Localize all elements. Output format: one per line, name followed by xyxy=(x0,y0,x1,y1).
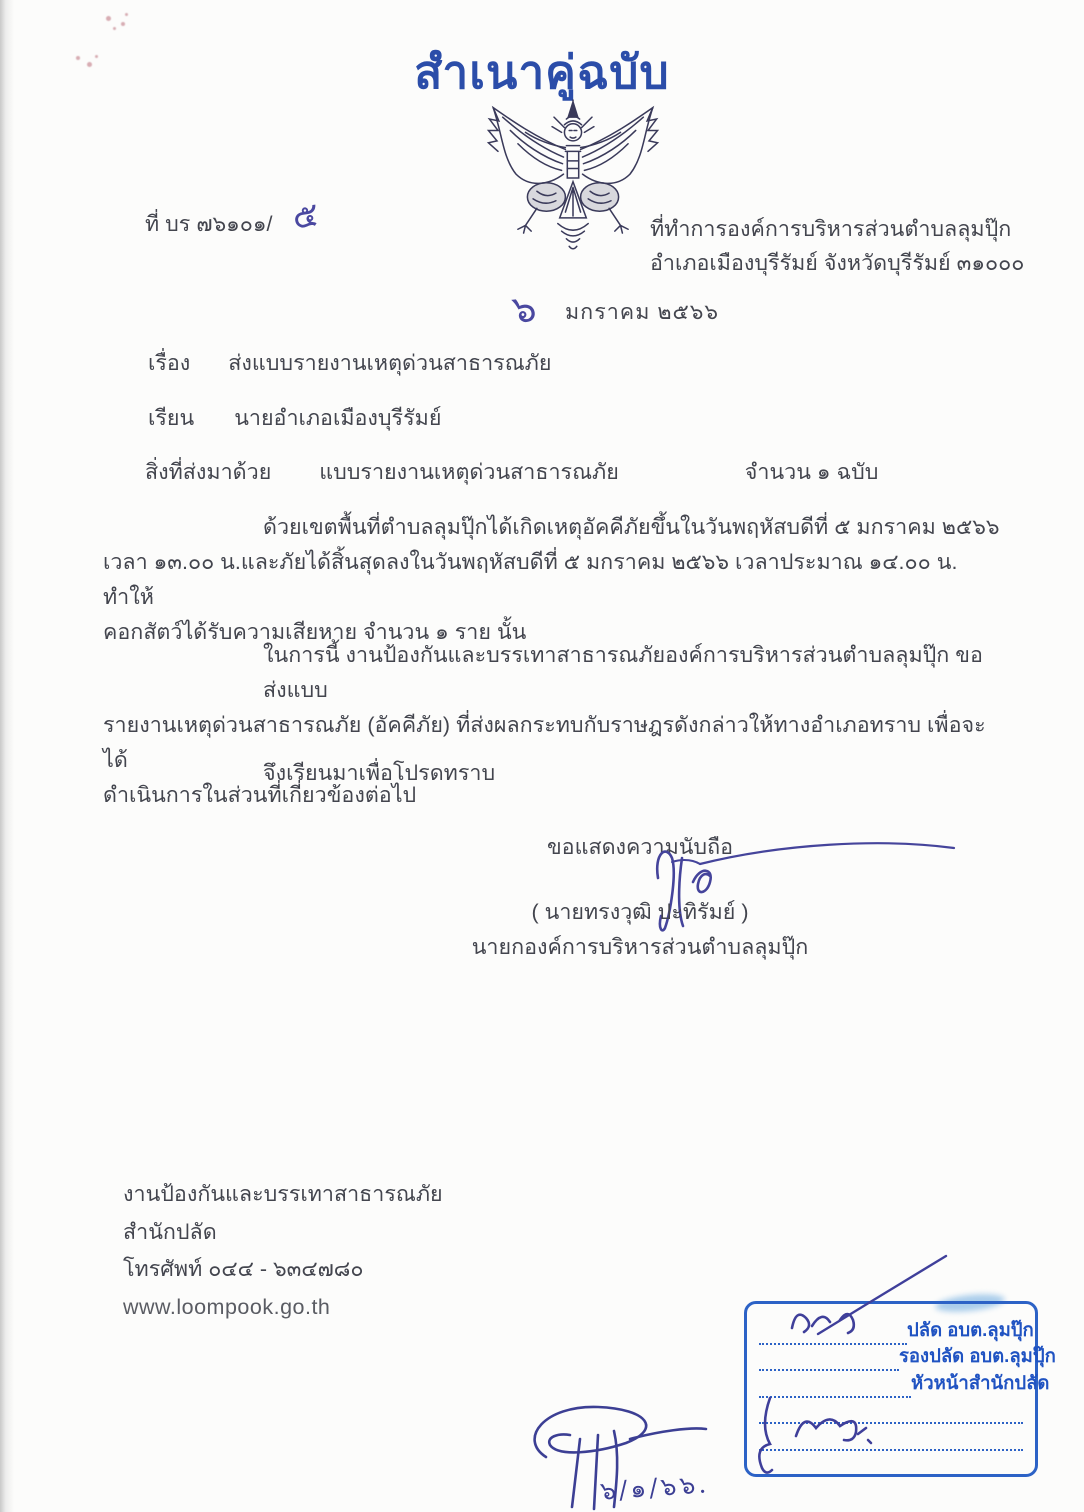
stamp-dotted-line xyxy=(759,1433,1023,1451)
date-day-handwritten: ๖ xyxy=(509,285,539,333)
footer-contact-block xyxy=(123,1176,443,1326)
stamp-row xyxy=(759,1451,1023,1478)
attachment-label: สิ่งที่ส่งมาด้วย xyxy=(145,460,272,484)
footer-office: สำนักปลัด xyxy=(123,1219,217,1244)
paragraph-line: คอกสัตว์ได้รับความเสียหาย จำนวน ๑ ราย นั้น xyxy=(103,620,527,644)
bottom-handwritten-date: ๖/๑/๖๖. xyxy=(599,1469,711,1506)
stamp-row xyxy=(759,1371,1050,1398)
stamp-row xyxy=(759,1318,1034,1345)
scan-speck xyxy=(125,13,128,16)
paragraph-line: เวลา ๑๓.๐๐ น.และภัยได้สิ้นสุดลงในวันพฤหัสบดีที่ ๕ มกราคม ๒๕๖๖ เวลาประมาณ ๑๔.๐๐ น. ทำให้ xyxy=(103,550,958,609)
issuing-office-line1: ที่ทำการองค์การบริหารส่วนตำบลลุมปุ๊ก xyxy=(650,217,1012,241)
copy-certification-title: สำเนาคู่ฉบับ xyxy=(414,46,670,98)
paragraph-line: ด้วยเขตพื้นที่ตำบลลุมปุ๊กได้เกิดเหตุอัคคีภัยขึ้นในวันพฤหัสบดีที่ ๕ มกราคม ๒๕๖๖ xyxy=(263,515,1000,539)
subject-line xyxy=(148,346,551,380)
stamp-row xyxy=(759,1398,1023,1425)
document-number xyxy=(145,192,321,246)
scan-speck xyxy=(113,27,116,30)
paragraph-line: ดำเนินการในส่วนที่เกี่ยวข้องต่อไป xyxy=(103,783,417,807)
stamp-row-label: ปลัด อบต.ลุมปุ๊ก xyxy=(907,1318,1034,1340)
stamp-dotted-line xyxy=(759,1353,899,1371)
addressee-text: นายอำเภอเมืองบุรีรัมย์ xyxy=(234,406,442,430)
issuing-office-block xyxy=(650,212,1024,280)
routing-stamp xyxy=(744,1301,1056,1477)
garuda-emblem-icon xyxy=(478,98,668,256)
scan-edge xyxy=(0,0,14,1512)
attachment-count: จำนวน ๑ ฉบับ xyxy=(744,460,879,484)
stamp-dotted-line xyxy=(759,1380,911,1398)
scan-speck xyxy=(121,22,125,26)
signer-title: นายกองค์การบริหารส่วนตำบลลุมปุ๊ก xyxy=(471,935,809,959)
document-number-printed: ที่ บร ๗๖๑๐๑/ xyxy=(145,212,273,236)
stamp-dotted-line xyxy=(759,1406,1023,1424)
respect-line: ขอแสดงความนับถือ xyxy=(546,835,734,859)
stamp-row xyxy=(759,1424,1023,1451)
attachment-line xyxy=(145,455,878,489)
body-paragraph-1 xyxy=(103,510,1003,650)
addressee-line xyxy=(148,401,441,435)
addressee-label: เรียน xyxy=(148,406,195,430)
body-paragraph-2 xyxy=(103,638,1003,813)
scan-speck xyxy=(106,16,111,21)
stamp-dotted-line xyxy=(759,1327,907,1345)
subject-text: ส่งแบบรายงานเหตุด่วนสาธารณภัย xyxy=(228,351,552,375)
date-printed: มกราคม ๒๕๖๖ xyxy=(565,300,720,324)
stamp-row-label: หัวหน้าสำนักปลัด xyxy=(911,1371,1050,1393)
issuing-office-line2: อำเภอเมืองบุรีรัมย์ จังหวัดบุรีรัมย์ ๓๑๐๐๐ xyxy=(650,251,1025,275)
subject-label: เรื่อง xyxy=(148,351,191,375)
paragraph-line: รายงานเหตุด่วนสาธารณภัย (อัคคีภัย) ที่ส่งผลกระทบกับราษฎรดังกล่าวให้ทางอำเภอทราบ เพื่อจะได้ xyxy=(103,713,986,772)
footer-website: www.loompook.go.th xyxy=(123,1294,331,1319)
closing-phrase: จึงเรียนมาเพื่อโปรดทราบ xyxy=(263,761,496,785)
stamp-row-label: รองปลัด อบต.ลุมปุ๊ก xyxy=(899,1345,1056,1366)
signer-name: ( นายทรงวุฒิ ปะทิรัมย์ ) xyxy=(531,900,749,924)
footer-phone: โทรศัพท์ ๐๔๔ - ๖๓๔๗๘๐ xyxy=(123,1257,364,1281)
paragraph-line: ในการนี้ งานป้องกันและบรรเทาสาธารณภัยองค์การบริหารส่วนตำบลลุมปุ๊ก ขอส่งแบบ xyxy=(263,643,983,702)
stamp-row xyxy=(759,1345,1056,1372)
attachment-text: แบบรายงานเหตุด่วนสาธารณภัย xyxy=(319,460,619,484)
stamp-dotted-line xyxy=(759,1459,1023,1477)
document-number-handwritten: ๕ xyxy=(289,194,321,238)
footer-dept: งานป้องกันและบรรเทาสาธารณภัย xyxy=(123,1182,443,1206)
